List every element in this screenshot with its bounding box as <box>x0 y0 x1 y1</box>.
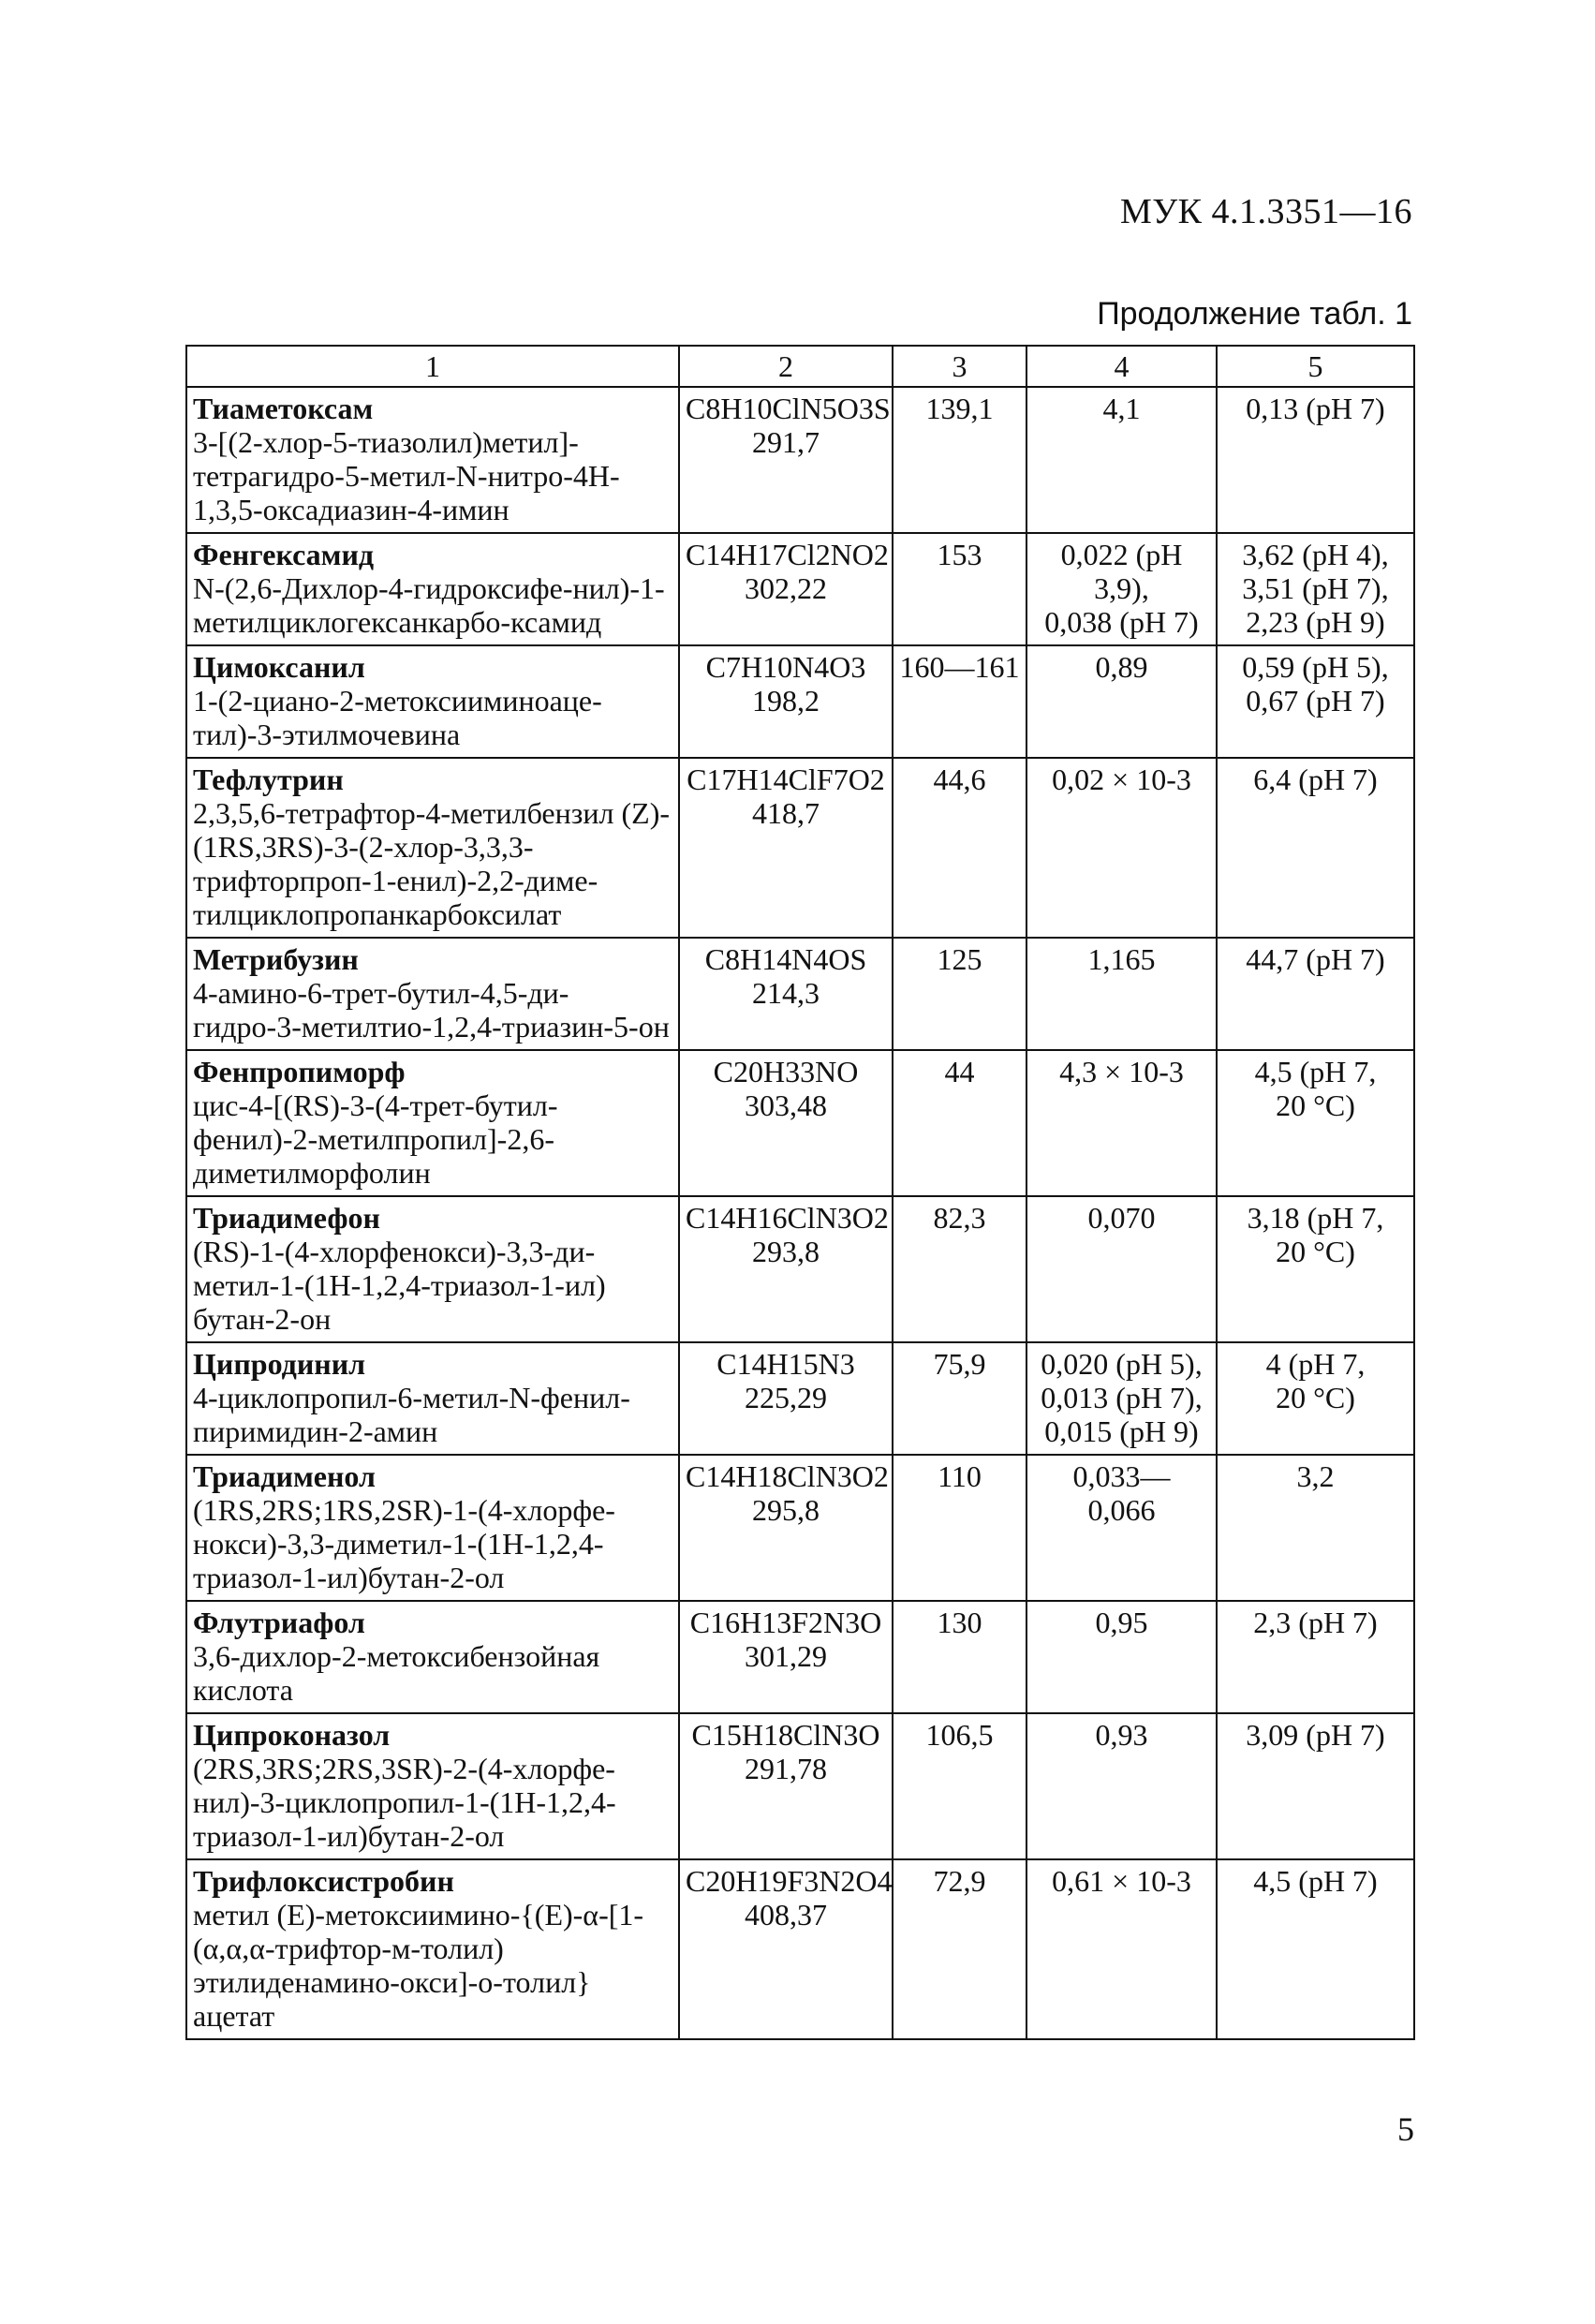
column-3-cell <box>893 1859 1026 2039</box>
column-5-value: 0,13 (pH 7) <box>1246 392 1385 425</box>
column-header: 1 <box>186 346 679 387</box>
molar-mass: 303,48 <box>745 1088 827 1122</box>
column-4-value: 0,02 × 10-3 <box>1052 762 1191 796</box>
column-4-value: 0,015 (pH 9) <box>1044 1414 1199 1448</box>
chemical-name: 3,6-дихлор-2-метоксибензойная кислота <box>193 1639 600 1707</box>
chemical-name: (2RS,3RS;2RS,3SR)-2-(4-хлорфе-нил)-3-циклопропил-1-(1H-1,2,4-триазол-1-ил)бутан-2-ол <box>193 1752 616 1853</box>
column-4-value: 4,1 <box>1102 392 1141 425</box>
chemical-name: 4-амино-6-трет-бутил-4,5-ди-гидро-3-метилтио-1,2,4-триазин-5-он <box>193 976 670 1044</box>
molecular-formula: C20H19F3N2O4 <box>686 1864 893 1898</box>
substance-cell <box>186 1859 679 2039</box>
column-4-value: 0,61 × 10-3 <box>1052 1864 1191 1898</box>
molar-mass: 418,7 <box>752 796 820 830</box>
formula-cell <box>679 1601 893 1713</box>
table-row <box>186 1859 1414 2039</box>
column-4-cell <box>1026 533 1217 645</box>
column-5-cell <box>1217 1455 1414 1601</box>
substance-cell <box>186 1342 679 1455</box>
formula-cell <box>679 1713 893 1859</box>
molar-mass: 302,22 <box>745 571 827 605</box>
column-3-cell <box>893 1713 1026 1859</box>
column-3-value: 106,5 <box>925 1718 994 1752</box>
molar-mass: 301,29 <box>745 1639 827 1673</box>
column-4-cell <box>1026 1713 1217 1859</box>
column-3-value: 44 <box>944 1055 975 1088</box>
chemical-name: цис-4-[(RS)-3-(4-трет-бутил-фенил)-2-метилпропил]-2,6-диметилморфолин <box>193 1088 558 1190</box>
substance-name: Трифлоксистробин <box>193 1864 454 1898</box>
column-5-value: 3,09 (pH 7) <box>1246 1718 1385 1752</box>
column-5-cell <box>1217 1859 1414 2039</box>
column-4-cell <box>1026 1455 1217 1601</box>
substance-cell <box>186 387 679 533</box>
substance-cell <box>186 758 679 938</box>
column-header: 4 <box>1026 346 1217 387</box>
column-5-value: 3,51 (pH 7), <box>1242 571 1389 605</box>
column-3-cell <box>893 387 1026 533</box>
column-4-cell <box>1026 938 1217 1050</box>
column-4-cell <box>1026 387 1217 533</box>
column-4-value: 0,013 (pH 7), <box>1041 1381 1203 1414</box>
chemical-name: (1RS,2RS;1RS,2SR)-1-(4-хлорфе-нокси)-3,3-диметил-1-(1H-1,2,4-триазол-1-ил)бутан-2-ол <box>193 1493 615 1594</box>
column-5-value: 6,4 (pH 7) <box>1253 762 1378 796</box>
column-5-cell <box>1217 758 1414 938</box>
formula-cell <box>679 387 893 533</box>
chemical-name: 2,3,5,6-тетрафтор-4-метилбензил (Z)-(1RS,3RS)-3-(2-хлор-3,3,3-трифторпроп-1-енил)-2,2-диме-тилциклопропанкарбоксилат <box>193 796 670 931</box>
molecular-formula: C20H33NO <box>713 1055 859 1088</box>
table-row <box>186 1196 1414 1342</box>
column-5-value: 0,67 (pH 7) <box>1246 684 1385 718</box>
molecular-formula: C17H14ClF7O2 <box>687 762 885 796</box>
molar-mass: 291,78 <box>745 1752 827 1785</box>
column-4-value: 0,066 <box>1087 1493 1156 1527</box>
column-4-value: 0,070 <box>1087 1201 1156 1235</box>
table-row <box>186 533 1414 645</box>
column-5-value: 2,23 (pH 9) <box>1246 605 1385 639</box>
column-header: 2 <box>679 346 893 387</box>
column-4-value: 0,033— <box>1072 1459 1171 1493</box>
table-row <box>186 645 1414 758</box>
column-3-value: 139,1 <box>925 392 994 425</box>
molecular-formula: C14H15N3 <box>716 1347 855 1381</box>
formula-cell <box>679 1196 893 1342</box>
substance-name: Ципродинил <box>193 1347 366 1381</box>
column-header: 5 <box>1217 346 1414 387</box>
table-row <box>186 1050 1414 1196</box>
chemical-name: N-(2,6-Дихлор-4-гидроксифе-нил)-1-метилциклогексанкарбо-ксамид <box>193 571 665 639</box>
table-row <box>186 758 1414 938</box>
table-row <box>186 387 1414 533</box>
table-row <box>186 1455 1414 1601</box>
column-4-value: 0,038 (pH 7) <box>1044 605 1199 639</box>
molar-mass: 225,29 <box>745 1381 827 1414</box>
column-3-cell <box>893 1050 1026 1196</box>
substance-cell <box>186 1601 679 1713</box>
formula-cell <box>679 1859 893 2039</box>
molar-mass: 293,8 <box>752 1235 820 1268</box>
column-4-value: 0,020 (pH 5), <box>1041 1347 1203 1381</box>
molecular-formula: C14H18ClN3O2 <box>686 1459 889 1493</box>
column-3-cell <box>893 533 1026 645</box>
column-5-value: 20 °C) <box>1276 1088 1355 1122</box>
substance-cell <box>186 533 679 645</box>
molar-mass: 408,37 <box>745 1898 827 1932</box>
column-4-cell <box>1026 1196 1217 1342</box>
substance-name: Тиаметоксам <box>193 392 374 425</box>
substance-cell <box>186 1050 679 1196</box>
substance-name: Флутриафол <box>193 1606 365 1639</box>
substance-name: Триадимефон <box>193 1201 380 1235</box>
molar-mass: 295,8 <box>752 1493 820 1527</box>
molar-mass: 214,3 <box>752 976 820 1010</box>
column-4-cell <box>1026 1050 1217 1196</box>
column-3-cell <box>893 938 1026 1050</box>
substance-cell <box>186 938 679 1050</box>
column-3-cell <box>893 1342 1026 1455</box>
molecular-formula: C14H17Cl2NO2 <box>686 538 889 571</box>
column-4-value: 0,95 <box>1095 1606 1148 1639</box>
formula-cell <box>679 1455 893 1601</box>
substance-cell <box>186 1713 679 1859</box>
column-3-value: 160—161 <box>899 650 1020 684</box>
substance-name: Фенгексамид <box>193 538 375 571</box>
table-header-row <box>186 346 1414 387</box>
column-5-cell <box>1217 1342 1414 1455</box>
column-4-cell <box>1026 1342 1217 1455</box>
column-5-value: 3,18 (pH 7, <box>1247 1201 1384 1235</box>
column-3-value: 82,3 <box>933 1201 986 1235</box>
column-3-value: 110 <box>938 1459 982 1493</box>
column-4-value: 0,93 <box>1095 1718 1148 1752</box>
table-row <box>186 1713 1414 1859</box>
molecular-formula: C8H10ClN5O3S <box>686 392 891 425</box>
column-3-value: 44,6 <box>933 762 986 796</box>
column-4-cell <box>1026 758 1217 938</box>
column-5-value: 4,5 (pH 7, <box>1254 1055 1377 1088</box>
column-5-value: 20 °C) <box>1276 1381 1355 1414</box>
column-4-value: 0,89 <box>1095 650 1148 684</box>
column-4-value: 1,165 <box>1087 942 1156 976</box>
column-5-value: 44,7 (pH 7) <box>1246 942 1385 976</box>
molecular-formula: C15H18ClN3O <box>691 1718 880 1752</box>
column-3-cell <box>893 758 1026 938</box>
formula-cell <box>679 645 893 758</box>
document-code: МУК 4.1.3351—16 <box>1119 192 1412 231</box>
substance-name: Метрибузин <box>193 942 359 976</box>
column-3-value: 125 <box>937 942 982 976</box>
column-5-cell <box>1217 1196 1414 1342</box>
column-5-value: 20 °C) <box>1276 1235 1355 1268</box>
column-5-value: 0,59 (pH 5), <box>1242 650 1389 684</box>
substance-name: Триадименол <box>193 1459 376 1493</box>
column-3-cell <box>893 645 1026 758</box>
substance-name: Ципроконазол <box>193 1718 391 1752</box>
substance-cell <box>186 1196 679 1342</box>
column-5-value: 3,62 (pH 4), <box>1242 538 1389 571</box>
column-4-value: 4,3 × 10-3 <box>1059 1055 1184 1088</box>
chemical-name: 3-[(2-хлор-5-тиазолил)метил]-тетрагидро-5-метил-N-нитро-4H-1,3,5-оксадиазин-4-имин <box>193 425 620 526</box>
chemical-name: метил (E)-метоксиимино-{(E)-α-[1-(α,α,α-трифтор-м-толил) этилиденамино-окси]-о-толил} ацетат <box>193 1898 644 2033</box>
molar-mass: 198,2 <box>752 684 820 718</box>
column-4-cell <box>1026 1859 1217 2039</box>
chemical-name: 4-циклопропил-6-метил-N-фенил-пиримидин-2-амин <box>193 1381 630 1448</box>
table-row <box>186 1601 1414 1713</box>
substance-name: Тефлутрин <box>193 762 344 796</box>
page-number: 5 <box>1397 2110 1414 2148</box>
column-5-cell <box>1217 533 1414 645</box>
column-3-value: 75,9 <box>933 1347 986 1381</box>
table-row <box>186 938 1414 1050</box>
column-5-cell <box>1217 387 1414 533</box>
properties-table <box>185 345 1415 2040</box>
molecular-formula: C16H13F2N3O <box>689 1606 882 1639</box>
chemical-name: 1-(2-циано-2-метоксииминоаце-тил)-3-этилмочевина <box>193 684 602 751</box>
column-3-value: 153 <box>937 538 982 571</box>
formula-cell <box>679 533 893 645</box>
column-3-cell <box>893 1455 1026 1601</box>
column-5-cell <box>1217 938 1414 1050</box>
substance-cell <box>186 645 679 758</box>
substance-name: Цимоксанил <box>193 650 365 684</box>
substance-name: Фенпропиморф <box>193 1055 406 1088</box>
column-5-cell <box>1217 1601 1414 1713</box>
column-3-value: 72,9 <box>933 1864 986 1898</box>
column-5-cell <box>1217 1050 1414 1196</box>
column-4-value: 0,022 (pH 3,9), <box>1060 538 1183 605</box>
molecular-formula: C14H16ClN3O2 <box>686 1201 889 1235</box>
column-3-cell <box>893 1196 1026 1342</box>
formula-cell <box>679 938 893 1050</box>
column-header: 3 <box>893 346 1026 387</box>
column-3-cell <box>893 1601 1026 1713</box>
column-5-cell <box>1217 645 1414 758</box>
column-5-value: 2,3 (pH 7) <box>1253 1606 1378 1639</box>
substance-cell <box>186 1455 679 1601</box>
molecular-formula: C7H10N4O3 <box>705 650 866 684</box>
formula-cell <box>679 1050 893 1196</box>
column-3-value: 130 <box>937 1606 982 1639</box>
column-5-cell <box>1217 1713 1414 1859</box>
formula-cell <box>679 1342 893 1455</box>
chemical-name: (RS)-1-(4-хлорфенокси)-3,3-ди-метил-1-(1H-1,2,4-триазол-1-ил) бутан-2-он <box>193 1235 606 1336</box>
column-4-cell <box>1026 645 1217 758</box>
column-5-value: 4 (pH 7, <box>1265 1347 1366 1381</box>
table-continuation-label: Продолжение табл. 1 <box>1097 296 1412 332</box>
column-5-value: 4,5 (pH 7) <box>1253 1864 1378 1898</box>
formula-cell <box>679 758 893 938</box>
table-row <box>186 1342 1414 1455</box>
column-5-value: 3,2 <box>1296 1459 1335 1493</box>
molecular-formula: C8H14N4OS <box>704 942 867 976</box>
column-4-cell <box>1026 1601 1217 1713</box>
molar-mass: 291,7 <box>752 425 820 459</box>
